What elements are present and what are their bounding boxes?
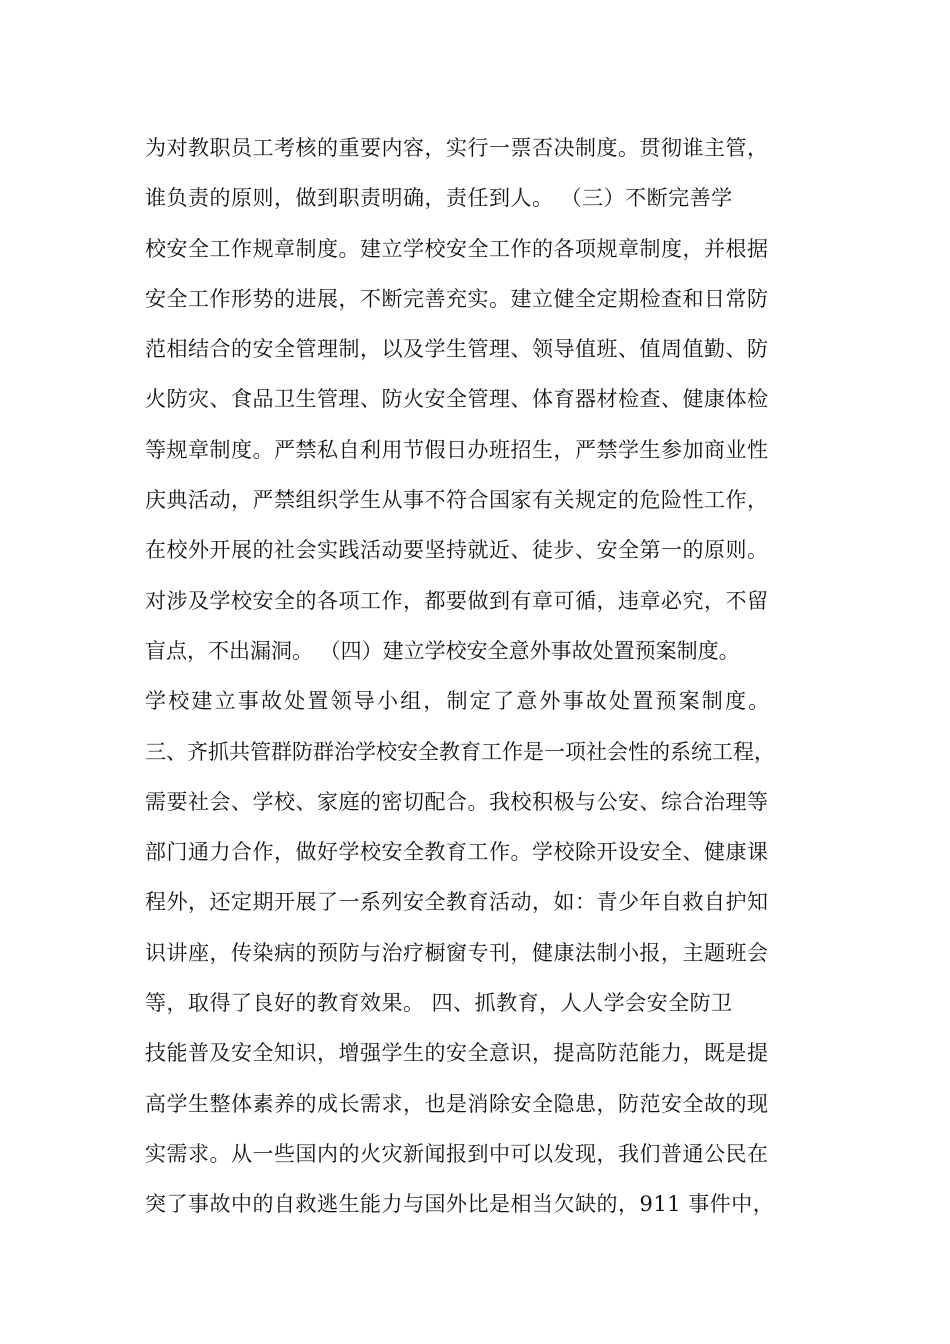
text-line: 庆典活动，严禁组织学生从事不符合国家有关规定的危险性工作， (145, 488, 769, 513)
text-line: 对涉及学校安全的各项工作，都要做到有章可循，违章必究，不留 (145, 588, 769, 613)
text-line: 谁负责的原则，做到职责明确，责任到人。 （三）不断完善学 (145, 186, 733, 211)
text-line: 在校外开展的社会实践活动要坚持就近、徒步、安全第一的原则。 (145, 538, 769, 563)
text-line: 突了事故中的自救逃生能力与国外比是相当欠缺的，911 事件中， (145, 1192, 775, 1217)
text-line: 火防灾、食品卫生管理、防火安全管理、体育器材检查、健康体检 (145, 387, 769, 412)
text-line: 范相结合的安全管理制，以及学生管理、领导值班、值周值勤、防 (145, 337, 769, 362)
text-line: 安全工作形势的进展，不断完善充实。建立健全定期检查和日常防 (145, 286, 769, 311)
text-line: 盲点，不出漏洞。 （四）建立学校安全意外事故处置预案制度。 (145, 638, 740, 663)
text-line: 识讲座，传染病的预防与治疗橱窗专刊，健康法制小报，主题班会 (145, 940, 769, 965)
text-line: 实需求。从一些国内的火灾新闻报到中可以发现，我们普通公民在 (145, 1141, 769, 1166)
text-line: 部门通力合作，做好学校安全教育工作。学校除开设安全、健康课 (145, 840, 769, 865)
text-line: 高学生整体素养的成长需求，也是消除安全隐患，防范安全故的现 (145, 1091, 769, 1116)
text-line: 三、齐抓共管群防群治学校安全教育工作是一项社会性的系统工程， (145, 739, 775, 764)
text-line: 等，取得了良好的教育效果。 四、抓教育，人人学会安全防卫 (145, 991, 733, 1016)
text-line: 等规章制度。严禁私自利用节假日办班招生，严禁学生参加商业性 (145, 437, 769, 462)
text-line: 为对教职员工考核的重要内容，实行一票否决制度。贯彻谁主管， (145, 136, 769, 160)
text-line: 技能普及安全知识，增强学生的安全意识，提高防范能力，既是提 (145, 1041, 769, 1066)
text-line: 学校建立事故处置领导小组，制定了意外事故处置预案制度。 (145, 689, 772, 714)
text-line: 校安全工作规章制度。建立学校安全工作的各项规章制度，并根据 (145, 236, 769, 261)
text-line: 程外，还定期开展了一系列安全教育活动，如：青少年自救自护知 (145, 890, 769, 915)
body-text (145, 128, 845, 1235)
text-line: 需要社会、学校、家庭的密切配合。我校积极与公安、综合治理等 (145, 789, 769, 814)
